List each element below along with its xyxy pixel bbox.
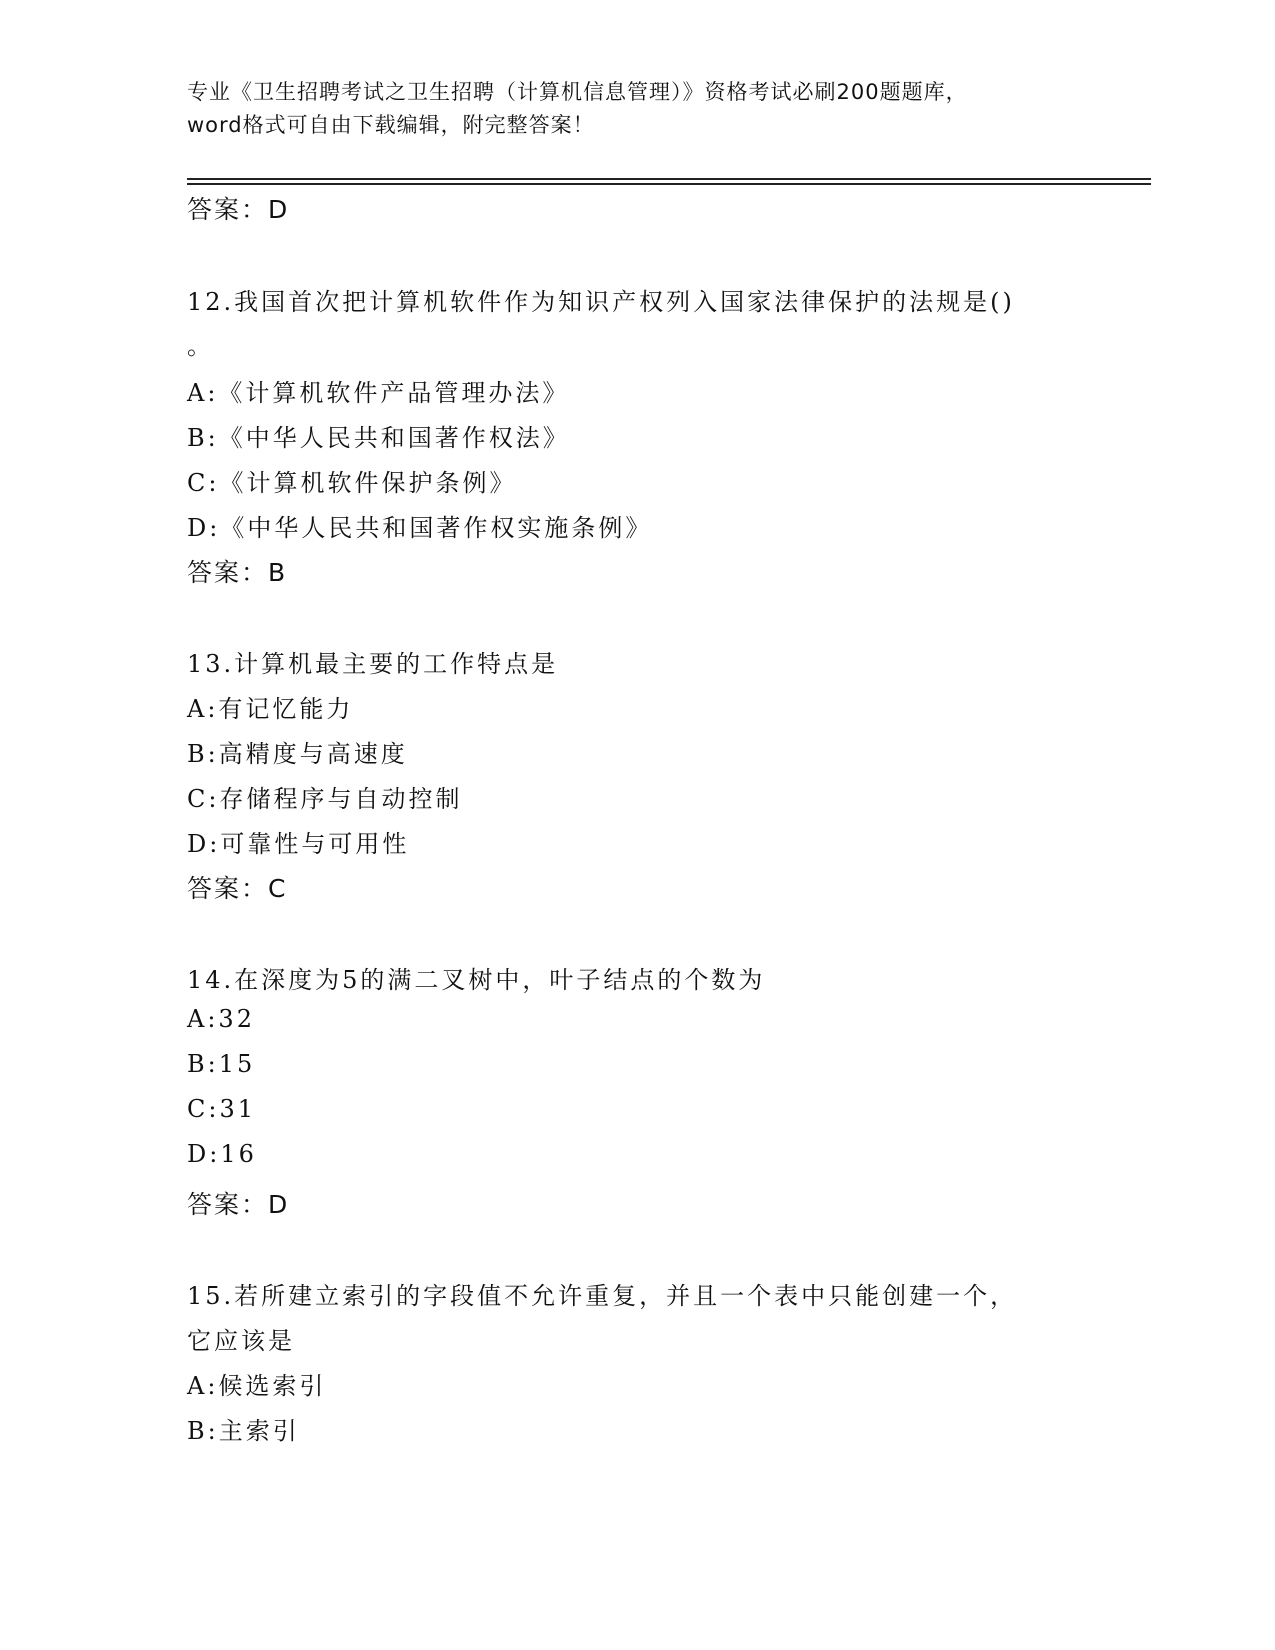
header-rule-top	[187, 178, 1151, 180]
question-14-option-d: D:16	[187, 1140, 257, 1168]
question-12-stem: 12.我国首次把计算机软件作为知识产权列入国家法律保护的法规是()	[187, 288, 1015, 316]
question-14-answer: 答案：D	[187, 1190, 290, 1219]
question-12-stem-cont: 。	[187, 332, 214, 360]
question-12-answer: 答案：B	[187, 558, 288, 587]
question-13-option-a: A:有记忆能力	[187, 695, 354, 723]
header-rule-bottom	[187, 183, 1151, 185]
question-13-option-b: B:高精度与高速度	[187, 740, 408, 768]
question-12-option-d: D:《中华人民共和国著作权实施条例》	[187, 514, 653, 542]
question-14-option-c: C:31	[187, 1095, 256, 1123]
question-13-option-c: C:存储程序与自动控制	[187, 785, 463, 813]
question-12-option-c: C:《计算机软件保护条例》	[187, 469, 517, 497]
question-14-option-b: B:15	[187, 1050, 256, 1078]
previous-answer: 答案：D	[187, 195, 290, 224]
question-13-answer: 答案：C	[187, 874, 288, 903]
question-12-option-b: B:《中华人民共和国著作权法》	[187, 424, 570, 452]
question-12-option-a: A:《计算机软件产品管理办法》	[187, 379, 570, 407]
question-15-stem-cont: 它应该是	[187, 1327, 295, 1355]
header-line-1: 专业《卫生招聘考试之卫生招聘（计算机信息管理）》资格考试必刷200题题库，	[187, 80, 968, 104]
question-13-stem: 13.计算机最主要的工作特点是	[187, 650, 559, 678]
document-header	[187, 76, 1087, 142]
question-15-option-b: B:主索引	[187, 1417, 300, 1445]
question-13-option-d: D:可靠性与可用性	[187, 830, 410, 858]
question-14-stem: 14.在深度为5的满二叉树中，叶子结点的个数为	[187, 966, 766, 994]
question-15-stem: 15.若所建立索引的字段值不允许重复，并且一个表中只能创建一个，	[187, 1282, 1018, 1310]
question-14-option-a: A:32	[187, 1005, 255, 1033]
question-15-option-a: A:候选索引	[187, 1372, 327, 1400]
header-line-2: word格式可自由下载编辑，附完整答案！	[187, 113, 595, 137]
